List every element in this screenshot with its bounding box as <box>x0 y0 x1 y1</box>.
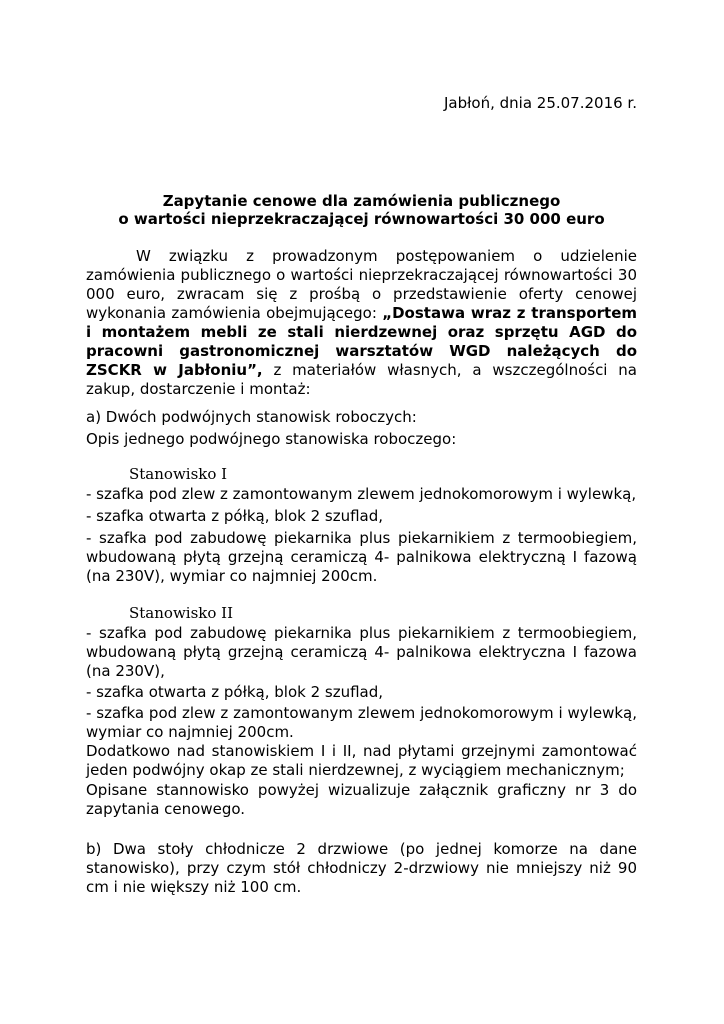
intro-paragraph <box>86 247 637 399</box>
intro-text-end: z materiałów własnych, a wszczególności na zakup, dostarczenie i montaż: <box>86 361 637 398</box>
station-2-title: Stanowisko II <box>129 604 234 622</box>
station-2-item-3: - szafka pod zlew z zamontowanym zlewem jednokomorowym i wylewką, wymiar co najmniej 200cm. <box>86 704 637 741</box>
station-2-note: Opisane stannowisko powyżej wizualizuje załącznik graficzny nr 3 do zapytania cenowego. <box>86 781 637 818</box>
station-2-item-1: - szafka pod zabudowę piekarnika plus piekarnikiem z termoobiegiem, wbudowaną płytą grzejną ceramiczą 4- palnikowa elektryczna I fazowa (na 230V), <box>86 624 637 680</box>
intro-text-start: W związku z prowadzonym postępowaniem o udzielenie zamówienia publicznego o wartości nieprzekraczającej równowartości 30 000 euro, zwracam się z prośbą o przedstawienie oferty cenowej wykonania zamówienia obejmującego: <box>86 247 637 322</box>
intro-bold-subject: „Dostawa wraz z transportem i montażem mebli ze stali nierdzewnej oraz sprzętu AGD do pracowni gastronomicznej warsztatów WGD należących do ZSCKR w Jabłoniu”, <box>86 304 637 379</box>
section-a-subheading: Opis jednego podwójnego stanowiska roboczego: <box>86 430 457 448</box>
station-1-item-2: - szafka otwarta z półką, blok 2 szuflad, <box>86 507 384 525</box>
title-line-2: o wartości nieprzekraczającej równowartości 30 000 euro <box>118 210 605 228</box>
section-a-heading: a) Dwóch podwójnych stanowisk roboczych: <box>86 408 417 426</box>
station-2-extra: Dodatkowo nad stanowiskiem I i II, nad płytami grzejnymi zamontować jeden podwójny okap ze stali nierdzewnej, z wyciągiem mechanicznym; <box>86 742 637 779</box>
document-title <box>86 192 637 228</box>
title-line-1: Zapytanie cenowe dla zamówienia publicznego <box>162 192 561 210</box>
document-date: Jabłoń, dnia 25.07.2016 r. <box>444 94 637 112</box>
section-b-text: b) Dwa stoły chłodnicze 2 drzwiowe (po jednej komorze na dane stanowisko), przy czym stół chłodniczy 2-drzwiowy nie mniejszy niż 90 cm i nie większy niż 100 cm. <box>86 840 637 896</box>
station-2-item-2: - szafka otwarta z półką, blok 2 szuflad, <box>86 683 384 701</box>
station-1-title: Stanowisko I <box>129 465 228 483</box>
station-1-item-1: - szafka pod zlew z zamontowanym zlewem jednokomorowym i wylewką, <box>86 485 637 503</box>
station-1-item-3: - szafka pod zabudowę piekarnika plus piekarnikiem z termoobiegiem, wbudowaną płytą grzejną ceramiczą 4- palnikowa elektryczną I fazową (na 230V), wymiar co najmniej 200cm. <box>86 529 637 585</box>
